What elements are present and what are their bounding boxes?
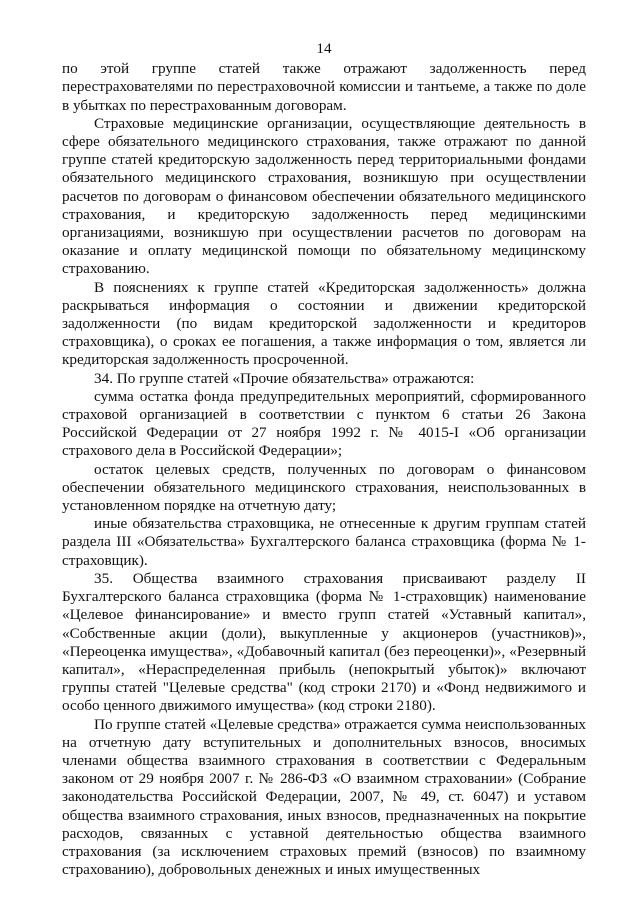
paragraph-continuation: по этой группе статей также отражают задолженность перед перестрахователями по перестраховочной комиссии и тантьеме, а также по доле в убытках по перестрахованным договорам. [62,60,586,114]
paragraph-explanations: В пояснениях к группе статей «Кредиторская задолженность» должна раскрываться информация о состоянии и движении кредиторской задолженности (по видам кредиторской задолженности и кредиторов страховщика), о сроках ее погашения, а также информация о том, является ли кредиторская задолженность просроченной. [62,278,586,369]
paragraph-medical-insurers: Страховые медицинские организации, осуществляющие деятельность в сфере обязательного медицинского страхования, также отражают по данной группе статей кредиторскую задолженность перед территориальными фондами обязательного медицинского страхования, возникшую при осуществлении расчетов по договорам о финансовом обеспечении обязательного медицинского страхования, и кредиторскую задолженность перед медицинскими организациями, возникшую при осуществлении расчетов по договорам на оказание и оплату медицинской помощи по обязательному медицинскому страхованию. [62,114,586,278]
paragraph-fund-balance: сумма остатка фонда предупредительных мероприятий, сформированного страховой организацией в соответствии с пунктом 6 статьи 26 Закона Российской Федерации от 27 ноября 1992 г. № 4015-I «Об организации страхового дела в Российской Федерации»; [62,387,586,460]
paragraph-target-means: По группе статей «Целевые средства» отражается сумма неиспользованных на отчетную дату вступительных и дополнительных взносов, вносимых членами общества взаимного страхования в соответствии с Федеральным законом от 29 ноября 2007 г. № 286-ФЗ «О взаимном страховании» (Собрание законодательства Российской Федерации, 2007, № 49, ст. 6047) и уставом общества взаимного страхования, иных взносов, предназначенных на покрытие расходов, связанных с уставной деятельностью общества взаимного страхования (за исключением страховых премий (взносов) по взаимному страхованию), добровольных денежных и иных имущественных [62,715,586,879]
paragraph-item-34: 34. По группе статей «Прочие обязательства» отражаются: [94,369,475,387]
paragraph-other-liabilities: иные обязательства страховщика, не отнесенные к другим группам статей раздела III «Обязательства» Бухгалтерского баланса страховщика (форма № 1-страховщик). [62,515,586,569]
page-number: 14 [316,40,332,57]
paragraph-target-funds: остаток целевых средств, полученных по договорам о финансовом обеспечении обязательного медицинского страхования, неиспользованных в установленном порядке на отчетную дату; [62,460,586,515]
paragraph-item-35: 35. Общества взаимного страхования присваивают разделу II Бухгалтерского баланса страховщика (форма № 1-страховщик) наименование «Целевое финансирование» и вместо групп статей «Уставный капитал», «Собственные акции (доли), выкупленные у акционеров (участников)», «Переоценка имущества», «Добавочный капитал (без переоценки)», «Резервный капитал», «Нераспределенная прибыль (непокрытый убыток)» включают группы статей "Целевые средства" (код строки 2170) и «Фонд недвижимого и особо ценного движимого имущества» (код строки 2180). [62,569,586,715]
document-page [62,40,586,879]
